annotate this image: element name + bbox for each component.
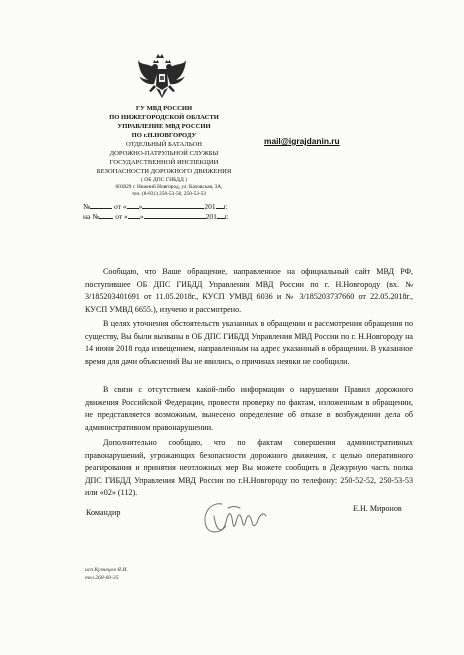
in-ref-day-blank (128, 210, 140, 219)
ref-date-close: » (138, 202, 143, 211)
ref-month-blank (142, 200, 204, 209)
dept-line-2: ДОРОЖНО-ПАТРУЛЬНОЙ СЛУЖБЫ (109, 150, 219, 157)
body-paragraph-1: Сообщаю, что Ваше обращение, направленное на официальный сайт МВД РФ, поступившее ОБ ДПС ГИБДД Управления МВД России по г. Н.Новгороду (вх. № 3/185203401691 от 11.05.2018г., КУСП УМВД 6036 и № 3/185203737660 от 22.05.2018г., КУСП УМВД 6655.), изучено и рассмотрено. (85, 267, 413, 314)
org-line-3: УПРАВЛЕНИЕ МВД РОССИИ (117, 123, 211, 130)
body-paragraph-4: Дополнительно сообщаю, что по фактам совершения административных правонарушений, угрожающих безопасности дорожного движения, с целью оперативного реагирования и принятия неотложных мер Вы можете сообщить в Дежурную часть полка ДПС ГИБДД Управления МВД России по г.Н.Новгороду по телефону: 250-52-52, 250-53-53 или «02» (112). (85, 438, 413, 498)
body-paragraph-3: В связи с отсутствием какой-либо информации о нарушении Правил дорожного движения Российской Федерации, провести проверку по фактам, изложенным в обращении, не представляется возможным, вынесено определение об отказе в возбуждении дела об административном правонарушении. (85, 385, 413, 432)
in-ref-year-suffix: г. (224, 212, 229, 221)
in-ref-date-label: от « (115, 212, 128, 221)
address-line-1: 603029 г. Нижний Новгород, ул. Каховская, 3А, (115, 184, 223, 190)
signatory-name: Е.Н. Миронов (353, 504, 402, 513)
in-ref-number-label: на № (83, 212, 100, 221)
ref-year-suffix: г. (223, 202, 228, 211)
executor-info (85, 566, 128, 582)
in-ref-date-close: » (139, 212, 144, 221)
dept-line-3: ГОСУДАРСТВЕННОЙ ИНСПЕКЦИИ (109, 159, 219, 166)
in-ref-year-blank (217, 210, 225, 219)
org-line-4: ПО г.Н.НОВГОРОДУ (131, 132, 197, 139)
in-ref-number-blank (99, 210, 113, 219)
ref-number-label: № (83, 202, 91, 211)
handwritten-signature (196, 496, 270, 540)
ref-day-blank (127, 200, 139, 209)
incoming-ref-line (83, 210, 229, 221)
in-ref-month-blank (144, 210, 206, 219)
ref-year-blank (216, 200, 224, 209)
executor-name: исп.Кузнецов Я.И. (85, 567, 128, 573)
org-line-2: ПО НИЖЕГОРОДСКОЙ ОБЛАСТИ (109, 114, 219, 121)
dept-line-4: БЕЗОПАСНОСТИ ДОРОЖНОГО ДВИЖЕНИЯ (96, 168, 232, 175)
ref-number-blank (90, 200, 112, 209)
executor-phone: тел.268-60-35 (85, 575, 119, 581)
body-paragraph-2: В целях уточнения обстоятельств указанных в обращении и рассмотрения обращения по существу, Вы были вызваны в ОБ ДПС ГИБДД Управления МВД России по г. Н.Новгороду на 14 июня 2018 года извещением, направленным на адрес указанный в обращении. В указанное время для дачи объяснений Вы не явились, о причинах неявки не сообщили. (85, 319, 413, 366)
org-line-1: ГУ МВД РОССИИ (135, 105, 193, 112)
dept-abbr: ( ОБ ДПС ГИБДД ) (140, 177, 188, 183)
in-ref-year: 201 (205, 212, 217, 221)
recipient-email: mail@igrajdanin.ru (264, 136, 340, 146)
address-line-2: тел. (8-831) 250-53-50, 250-53-53 (132, 191, 206, 197)
ref-year: 201 (204, 202, 216, 211)
double-headed-eagle-emblem (136, 52, 188, 102)
dept-line-1: ОТДЕЛЬНЫЙ БАТАЛЬОН (126, 141, 202, 148)
signatory-title: Командир (86, 508, 121, 517)
ref-date-label: от « (114, 202, 127, 211)
